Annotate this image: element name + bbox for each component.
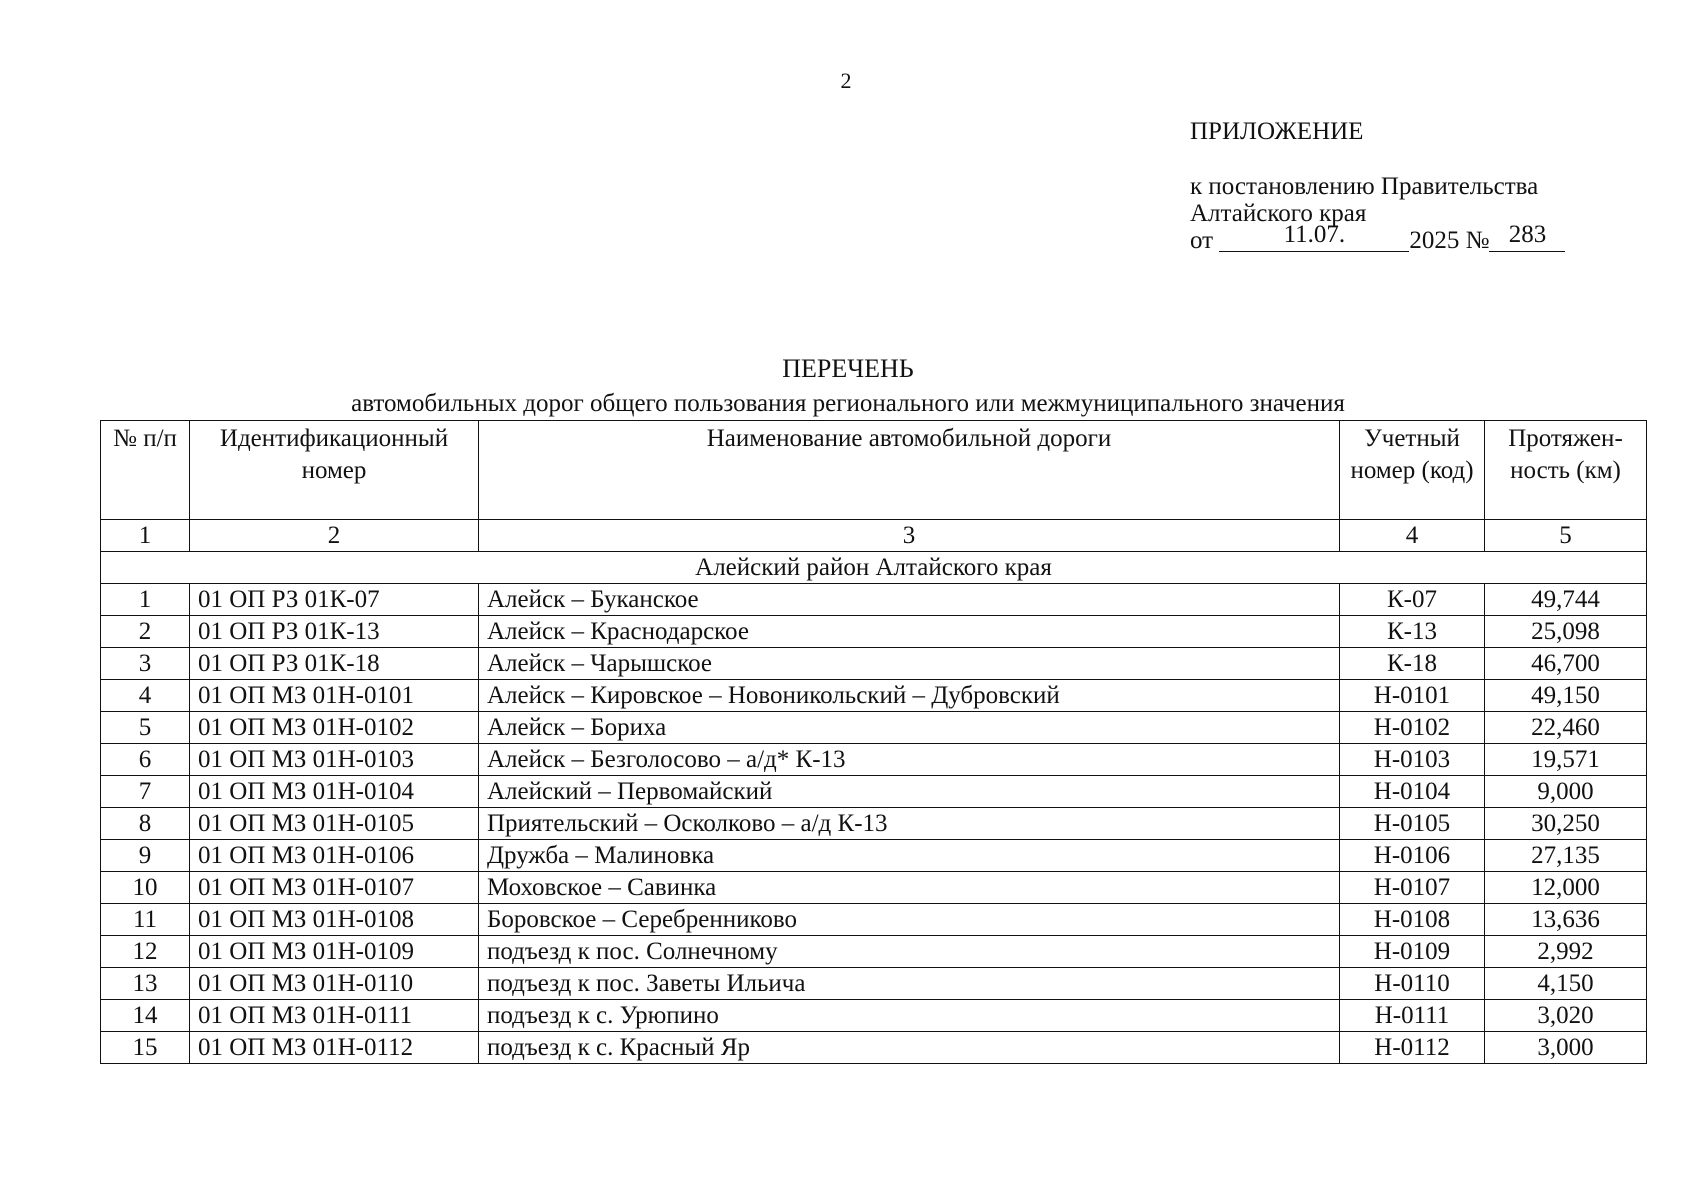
row-index: 5 [101,712,190,744]
district-row [101,552,1647,584]
row-id-number: 01 ОП РЗ 01К-07 [190,584,479,616]
column-number: 2 [190,520,479,552]
row-account-code: Н-0105 [1340,808,1485,840]
row-length: 13,636 [1485,904,1647,936]
header-road-name: Наименование автомобильной дороги [479,421,1340,520]
column-number: 1 [101,520,190,552]
row-account-code: Н-0111 [1340,1000,1485,1032]
row-road-name: Приятельский – Осколково – а/д К-13 [479,808,1340,840]
row-index: 7 [101,776,190,808]
row-length: 49,744 [1485,584,1647,616]
row-length: 25,098 [1485,616,1647,648]
row-account-code: К-07 [1340,584,1485,616]
approval-block [1190,118,1610,254]
row-length: 3,020 [1485,1000,1647,1032]
row-account-code: Н-0103 [1340,744,1485,776]
table-row [101,872,1647,904]
roads-table [100,420,1647,1064]
row-account-code: К-13 [1340,616,1485,648]
row-id-number: 01 ОП РЗ 01К-18 [190,648,479,680]
header-index: № п/п [101,421,190,520]
row-road-name: Алейск – Безголосово – а/д* К-13 [479,744,1340,776]
decree-line-1: к постановлению Правительства [1190,173,1539,200]
row-id-number: 01 ОП МЗ 01Н-0108 [190,904,479,936]
decree-date: 11.07. [1219,227,1409,252]
number-sign: № [1465,227,1490,254]
row-index: 9 [101,840,190,872]
row-road-name: Алейск – Бориха [479,712,1340,744]
document-subtitle: автомобильных дорог общего пользования регионального или межмуниципального значения [351,390,1345,417]
row-length: 12,000 [1485,872,1647,904]
table-row [101,968,1647,1000]
row-length: 9,000 [1485,776,1647,808]
table-row [101,936,1647,968]
table-row [101,680,1647,712]
row-account-code: Н-0107 [1340,872,1485,904]
document-title: ПЕРЕЧЕНЬ [782,354,914,383]
row-index: 8 [101,808,190,840]
decree-date-line [1190,221,1610,254]
table-row [101,904,1647,936]
page-number: 2 [840,68,852,93]
row-index: 11 [101,904,190,936]
row-length: 30,250 [1485,808,1647,840]
table-row [101,744,1647,776]
row-index: 6 [101,744,190,776]
table-row [101,808,1647,840]
row-road-name: подъезд к с. Урюпино [479,1000,1340,1032]
row-account-code: К-18 [1340,648,1485,680]
row-id-number: 01 ОП МЗ 01Н-0111 [190,1000,479,1032]
row-length: 46,700 [1485,648,1647,680]
row-index: 4 [101,680,190,712]
row-road-name: Моховское – Савинка [479,872,1340,904]
row-road-name: Алейск – Чарышское [479,648,1340,680]
row-id-number: 01 ОП РЗ 01К-13 [190,616,479,648]
row-id-number: 01 ОП МЗ 01Н-0102 [190,712,479,744]
row-road-name: Алейск – Краснодарское [479,616,1340,648]
row-index: 13 [101,968,190,1000]
decree-year: 2025 [1409,227,1460,254]
table-header-row [101,421,1647,520]
header-account-code: Учетный номер (код) [1340,421,1485,520]
row-id-number: 01 ОП МЗ 01Н-0104 [190,776,479,808]
row-index: 12 [101,936,190,968]
table-row [101,1000,1647,1032]
row-id-number: 01 ОП МЗ 01Н-0110 [190,968,479,1000]
column-number: 4 [1340,520,1485,552]
row-road-name: подъезд к пос. Заветы Ильича [479,968,1340,1000]
from-label: от [1190,227,1214,254]
row-road-name: Алейск – Буканское [479,584,1340,616]
row-road-name: Боровское – Серебренниково [479,904,1340,936]
row-id-number: 01 ОП МЗ 01Н-0103 [190,744,479,776]
row-length: 3,000 [1485,1032,1647,1064]
row-index: 15 [101,1032,190,1064]
row-account-code: Н-0101 [1340,680,1485,712]
row-account-code: Н-0110 [1340,968,1485,1000]
row-length: 4,150 [1485,968,1647,1000]
header-length: Протяжен-ность (км) [1485,421,1647,520]
column-number-row [101,520,1647,552]
row-index: 2 [101,616,190,648]
row-id-number: 01 ОП МЗ 01Н-0107 [190,872,479,904]
table-row [101,712,1647,744]
table-row [101,648,1647,680]
row-index: 3 [101,648,190,680]
row-account-code: Н-0102 [1340,712,1485,744]
row-id-number: 01 ОП МЗ 01Н-0109 [190,936,479,968]
column-number: 5 [1485,520,1647,552]
row-road-name: подъезд к пос. Солнечному [479,936,1340,968]
row-length: 22,460 [1485,712,1647,744]
table-row [101,616,1647,648]
table-row [101,840,1647,872]
row-id-number: 01 ОП МЗ 01Н-0106 [190,840,479,872]
row-road-name: подъезд к с. Красный Яр [479,1032,1340,1064]
row-id-number: 01 ОП МЗ 01Н-0105 [190,808,479,840]
table-row [101,1032,1647,1064]
row-account-code: Н-0112 [1340,1032,1485,1064]
row-account-code: Н-0106 [1340,840,1485,872]
appendix-title: ПРИЛОЖЕНИЕ [1190,118,1364,145]
district-name: Алейский район Алтайского края [101,552,1647,584]
header-id-number: Идентификационный номер [190,421,479,520]
row-length: 19,571 [1485,744,1647,776]
column-number: 3 [479,520,1340,552]
row-length: 27,135 [1485,840,1647,872]
table-row [101,584,1647,616]
table-row [101,776,1647,808]
row-road-name: Алейский – Первомайский [479,776,1340,808]
row-account-code: Н-0108 [1340,904,1485,936]
row-length: 49,150 [1485,680,1647,712]
row-road-name: Алейск – Кировское – Новоникольский – Дубровский [479,680,1340,712]
decree-number: 283 [1489,227,1565,252]
row-index: 10 [101,872,190,904]
row-index: 1 [101,584,190,616]
row-account-code: Н-0104 [1340,776,1485,808]
row-road-name: Дружба – Малиновка [479,840,1340,872]
row-length: 2,992 [1485,936,1647,968]
row-index: 14 [101,1000,190,1032]
row-id-number: 01 ОП МЗ 01Н-0112 [190,1032,479,1064]
decree-line-2: Алтайского края [1190,200,1367,227]
row-id-number: 01 ОП МЗ 01Н-0101 [190,680,479,712]
row-account-code: Н-0109 [1340,936,1485,968]
